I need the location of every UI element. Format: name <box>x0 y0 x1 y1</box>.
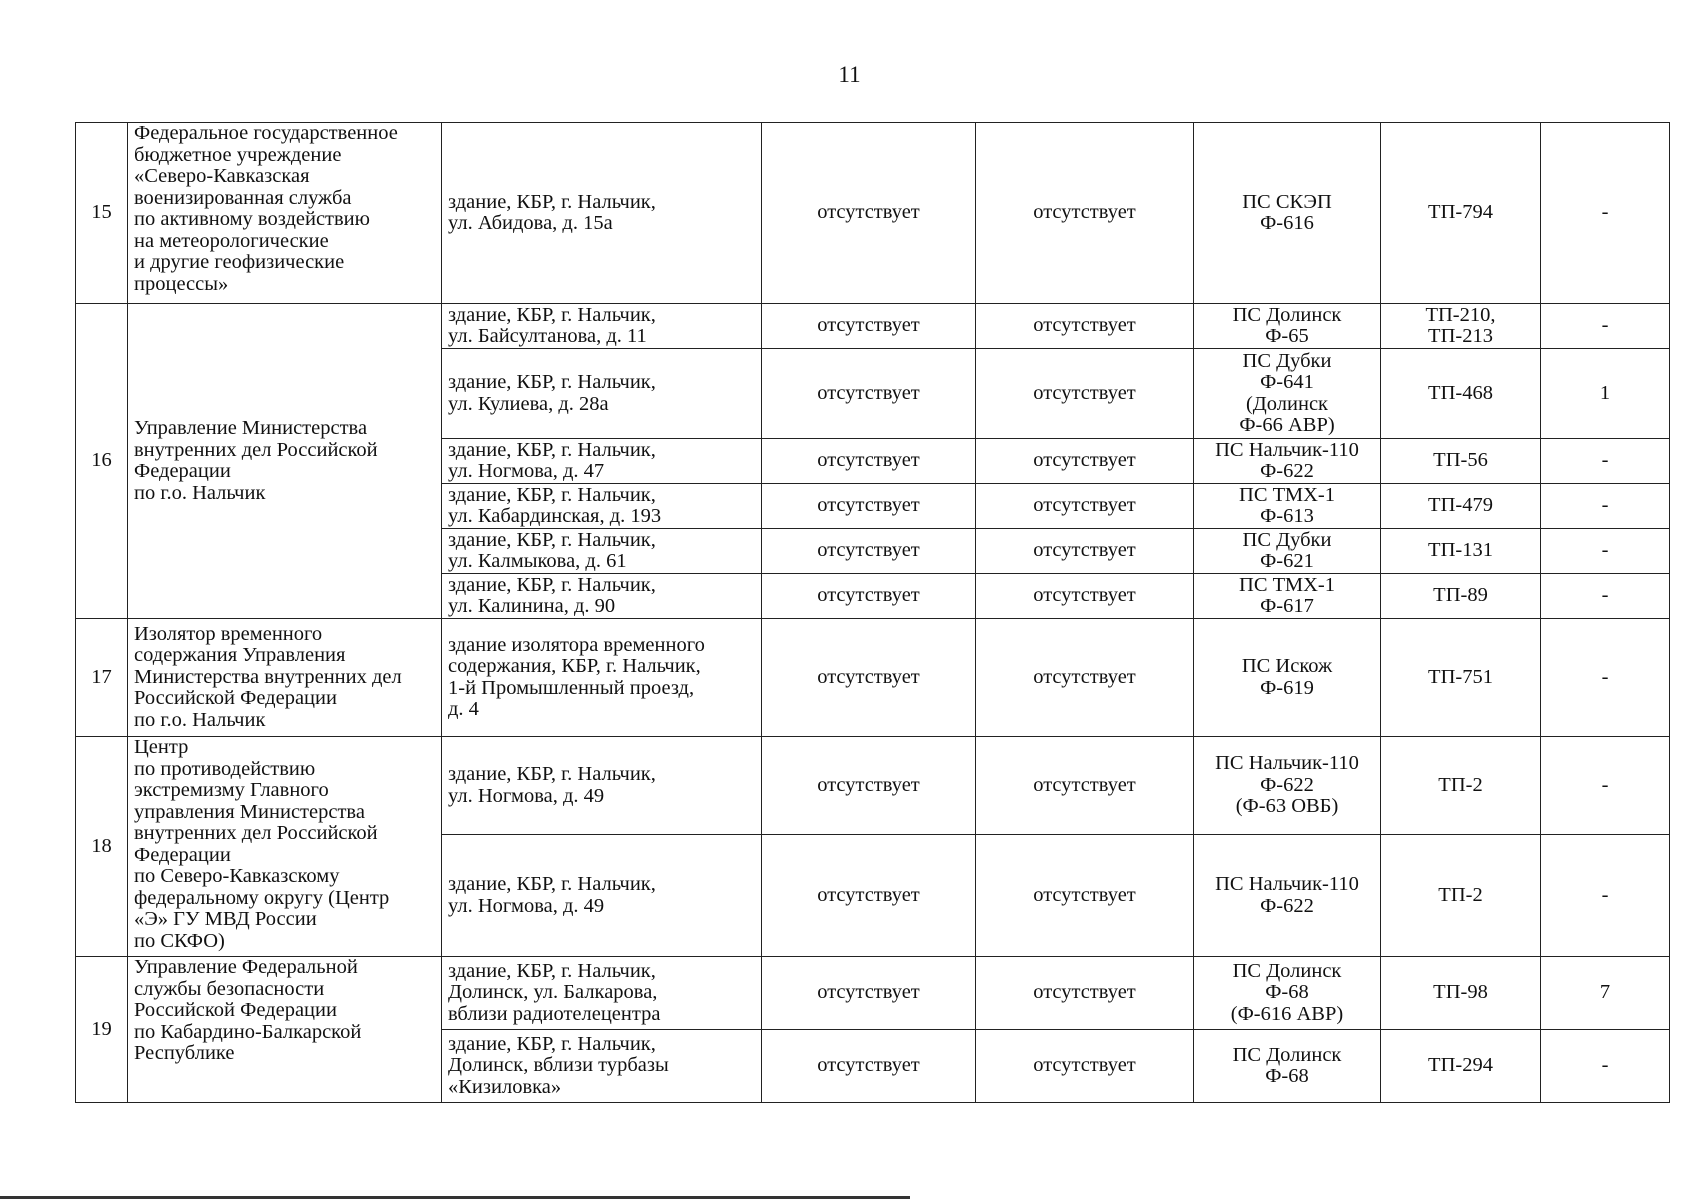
substation-cell: ПС ТМХ-1 Ф-613 <box>1194 484 1381 529</box>
substation-cell: ПС Долинск Ф-68 <box>1194 1030 1381 1103</box>
substation-cell: ПС ТМХ-1 Ф-617 <box>1194 574 1381 619</box>
table-row <box>76 123 1670 304</box>
address-cell: здание, КБР, г. Нальчик, ул. Кулиева, д. 28а <box>442 349 762 439</box>
status-cell: отсутствует <box>762 304 976 349</box>
organization-cell: Центр по противодействию экстремизму Главного управления Министерства внутренних дел Российской Федерации по Северо-Кавказскому федеральному округу (Центр «Э» ГУ МВД России по СКФО) <box>128 737 442 957</box>
substation-cell: ПС Дубки Ф-641 (Долинск Ф-66 АВР) <box>1194 349 1381 439</box>
address-cell: здание, КБР, г. Нальчик, ул. Ногмова, д. 49 <box>442 737 762 835</box>
row-number: 18 <box>76 737 128 957</box>
transformer-cell: ТП-210, ТП-213 <box>1381 304 1541 349</box>
status-cell: отсутствует <box>976 835 1194 957</box>
address-cell: здание, КБР, г. Нальчик, ул. Байсултанова, д. 11 <box>442 304 762 349</box>
count-cell: - <box>1541 123 1670 304</box>
status-cell: отсутствует <box>762 484 976 529</box>
transformer-cell: ТП-468 <box>1381 349 1541 439</box>
row-number: 19 <box>76 957 128 1103</box>
transformer-cell: ТП-794 <box>1381 123 1541 304</box>
count-cell: - <box>1541 304 1670 349</box>
status-cell: отсутствует <box>762 619 976 737</box>
count-cell: - <box>1541 484 1670 529</box>
address-cell: здание, КБР, г. Нальчик, Долинск, вблизи турбазы «Кизиловка» <box>442 1030 762 1103</box>
status-cell: отсутствует <box>762 835 976 957</box>
count-cell: - <box>1541 1030 1670 1103</box>
status-cell: отсутствует <box>976 439 1194 484</box>
status-cell: отсутствует <box>762 574 976 619</box>
status-cell: отсутствует <box>976 529 1194 574</box>
address-cell: здание, КБР, г. Нальчик, ул. Абидова, д. 15а <box>442 123 762 304</box>
count-cell: - <box>1541 835 1670 957</box>
transformer-cell: ТП-2 <box>1381 737 1541 835</box>
organization-cell: Изолятор временного содержания Управления Министерства внутренних дел Российской Федерации по г.о. Нальчик <box>128 619 442 737</box>
row-number: 16 <box>76 304 128 619</box>
status-cell: отсутствует <box>976 123 1194 304</box>
substation-cell: ПС Дубки Ф-621 <box>1194 529 1381 574</box>
transformer-cell: ТП-131 <box>1381 529 1541 574</box>
status-cell: отсутствует <box>762 349 976 439</box>
substation-cell: ПС Нальчик-110 Ф-622 (Ф-63 ОВБ) <box>1194 737 1381 835</box>
substation-cell: ПС СКЭП Ф-616 <box>1194 123 1381 304</box>
status-cell: отсутствует <box>762 123 976 304</box>
transformer-cell: ТП-751 <box>1381 619 1541 737</box>
address-cell: здание, КБР, г. Нальчик, ул. Ногмова, д. 47 <box>442 439 762 484</box>
status-cell: отсутствует <box>976 619 1194 737</box>
transformer-cell: ТП-479 <box>1381 484 1541 529</box>
table-row <box>76 304 1670 349</box>
table-row <box>76 737 1670 835</box>
status-cell: отсутствует <box>762 737 976 835</box>
status-cell: отсутствует <box>976 574 1194 619</box>
bottom-divider <box>0 1196 910 1199</box>
status-cell: отсутствует <box>976 957 1194 1030</box>
transformer-cell: ТП-89 <box>1381 574 1541 619</box>
address-cell: здание, КБР, г. Нальчик, ул. Калмыкова, д. 61 <box>442 529 762 574</box>
transformer-cell: ТП-98 <box>1381 957 1541 1030</box>
substation-cell: ПС Искож Ф-619 <box>1194 619 1381 737</box>
count-cell: - <box>1541 737 1670 835</box>
transformer-cell: ТП-294 <box>1381 1030 1541 1103</box>
data-table <box>75 122 1670 1103</box>
status-cell: отсутствует <box>976 1030 1194 1103</box>
address-cell: здание, КБР, г. Нальчик, ул. Калинина, д. 90 <box>442 574 762 619</box>
address-cell: здание, КБР, г. Нальчик, ул. Ногмова, д. 49 <box>442 835 762 957</box>
substation-cell: ПС Долинск Ф-68 (Ф-616 АВР) <box>1194 957 1381 1030</box>
status-cell: отсутствует <box>762 529 976 574</box>
row-number: 15 <box>76 123 128 304</box>
substation-cell: ПС Долинск Ф-65 <box>1194 304 1381 349</box>
transformer-cell: ТП-2 <box>1381 835 1541 957</box>
organization-cell: Управление Министерства внутренних дел Российской Федерации по г.о. Нальчик <box>128 304 442 619</box>
substation-cell: ПС Нальчик-110 Ф-622 <box>1194 835 1381 957</box>
table-row <box>76 619 1670 737</box>
address-cell: здание, КБР, г. Нальчик, Долинск, ул. Балкарова, вблизи радиотелецентра <box>442 957 762 1030</box>
count-cell: - <box>1541 574 1670 619</box>
table-row <box>76 957 1670 1030</box>
address-cell: здание изолятора временного содержания, КБР, г. Нальчик, 1-й Промышленный проезд, д. 4 <box>442 619 762 737</box>
row-number: 17 <box>76 619 128 737</box>
organization-cell: Федеральное государственное бюджетное учреждение «Северо-Кавказская военизированная служба по активному воздействию на метеорологические и другие геофизические процессы» <box>128 123 442 304</box>
count-cell: - <box>1541 529 1670 574</box>
page-number: 11 <box>838 62 861 87</box>
organization-cell: Управление Федеральной службы безопасности Российской Федерации по Кабардино-Балкарской Республике <box>128 957 442 1103</box>
status-cell: отсутствует <box>976 737 1194 835</box>
transformer-cell: ТП-56 <box>1381 439 1541 484</box>
status-cell: отсутствует <box>762 439 976 484</box>
status-cell: отсутствует <box>762 1030 976 1103</box>
substation-cell: ПС Нальчик-110 Ф-622 <box>1194 439 1381 484</box>
count-cell: 1 <box>1541 349 1670 439</box>
status-cell: отсутствует <box>976 484 1194 529</box>
status-cell: отсутствует <box>762 957 976 1030</box>
count-cell: 7 <box>1541 957 1670 1030</box>
status-cell: отсутствует <box>976 304 1194 349</box>
status-cell: отсутствует <box>976 349 1194 439</box>
count-cell: - <box>1541 439 1670 484</box>
count-cell: - <box>1541 619 1670 737</box>
address-cell: здание, КБР, г. Нальчик, ул. Кабардинская, д. 193 <box>442 484 762 529</box>
